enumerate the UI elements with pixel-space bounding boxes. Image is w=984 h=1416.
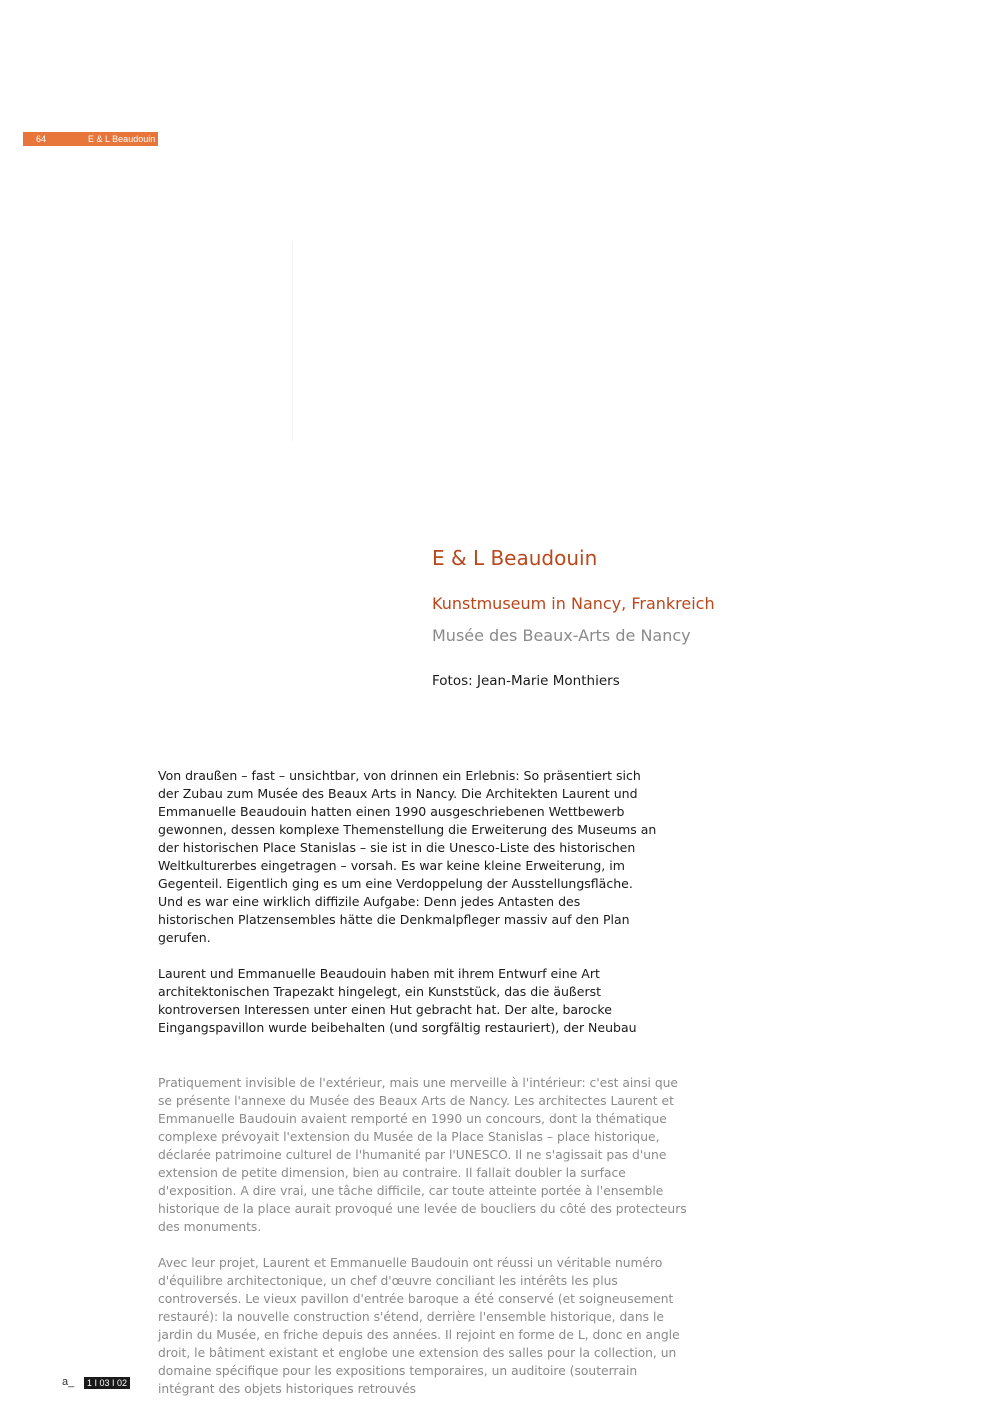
article-title: E & L Beaudouin: [432, 546, 598, 570]
faint-divider: [292, 242, 293, 442]
paragraph: Laurent und Emmanuelle Beaudouin haben mit ihrem Entwurf eine Art architektonischen Trapezakt hingelegt, ein Kunststück, das die äußerst kontroversen Interessen unter einen Hut gebracht hat. Der alte, barocke Eingangspavillon wurde beibehalten (und sorgfältig restauriert), der Neubau: [158, 966, 637, 1035]
paragraph: Avec leur projet, Laurent et Emmanuelle Baudouin ont réussi un véritable numéro d'équilibre architectonique, un chef d'œuvre conciliant les intérêts les plus controversés. Le vieux pavillon d'entrée baroque a été conservé (et soigneusement restauré): la nouvelle construction s'étend, derrière l'ensemble historique, dans le jardin du Musée, en friche depuis des années. Il rejoint en forme de L, donc en angle droit, le bâtiment existant et englobe une extension des salles pour la collection, un domaine spécifique pour les expositions temporaires, un auditoire (souterrain intégrant des objets historiques retrouvés: [158, 1256, 680, 1396]
body-text-german: [158, 767, 658, 1055]
subtitle-french: Musée des Beaux-Arts de Nancy: [432, 626, 691, 645]
paragraph: Von draußen – fast – unsichtbar, von drinnen ein Erlebnis: So präsentiert sich der Zubau zum Musée des Beaux Arts in Nancy. Die Architekten Laurent und Emmanuelle Beaudouin hatten einen 1990 ausgeschriebenen Wettbewerb gewonnen, dessen komplexe Themenstellung die Erweiterung des Museums an der historischen Place Stanislas – sie ist in die Unesco-Liste des historischen Weltkulturerbes eingetragen – vorsah. Es war keine kleine Erweiterung, im Gegenteil. Eigentlich ging es um eine Verdoppelung der Ausstellungsfläche. Und es war eine wirklich diffizile Aufgabe: Denn jedes Antasten des historischen Platzensembles hätte die Denkmalpfleger massiv auf den Plan gerufen.: [158, 768, 657, 945]
page-number: 64: [36, 134, 47, 144]
paragraph: Pratiquement invisible de l'extérieur, mais une merveille à l'intérieur: c'est ainsi que se présente l'annexe du Musée des Beaux Arts de Nancy. Les architectes Laurent et Emmanuelle Baudouin avaient remporté en 1990 un concours, dont la thématique complexe prévoyait l'extension du Musée de la Place Stanislas – place historique, déclarée patrimoine culturel de l'humanité par l'UNESCO. Il ne s'agissait pas d'une extension de petite dimension, bien au contraire. Il fallait doubler la surface d'exposition. A dire vrai, une tâche difficile, car toute atteinte portée à l'ensemble historique de la place aurait provoqué une levée de boucliers du côté des protecteurs des monuments.: [158, 1076, 687, 1234]
running-header-bar: [23, 132, 158, 146]
subtitle-german: Kunstmuseum in Nancy, Frankreich: [432, 594, 715, 613]
article-title-block: [432, 545, 952, 691]
issue-badge: 1 I 03 I 02: [84, 1377, 130, 1389]
magazine-logo: a_: [62, 1376, 75, 1388]
body-text-french: [158, 1074, 688, 1416]
running-title: E & L Beaudouin: [88, 134, 156, 144]
photo-credits: Fotos: Jean-Marie Monthiers: [432, 673, 620, 689]
